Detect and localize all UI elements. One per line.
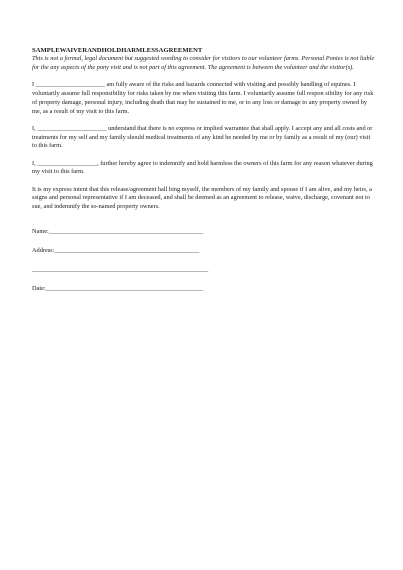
address-line-2-field[interactable]: ________________________________________________________ [32,266,209,274]
paragraph-risk-acknowledgement: I ______________________ am fully aware of the risks and hazards connected with visiting and possibly handling of equines. I voluntarily assume full responsibility for risks taken by me when visiting this farm. I voluntarily assume full respon sibility for any risk of property damage, personal injury, including death that may be sustained to me, or to any loss or damage to any property owned by me, as a result of my visit to this farm. [32,80,374,115]
paragraph-no-warranty: I, ______________________ understand that there is no express or implied warrantee that shall apply. I accept any and all costs and or treatments for my self and my family should medical treatments of any kind be needed by me or by family as a result of my (our) visit to this farm. [32,124,373,150]
document-content [32,46,375,294]
intro-note: This is not a formal, legal document but suggested wording to consider for visitors to our volunteer farms. Personal Ponies is not liable for the any aspects of the pony visit and is not part of this agreement. The agreement is between the volunteer and the visitor(s). [32,55,375,71]
address-field[interactable]: Address:______________________________________________ [32,247,200,255]
name-field[interactable]: Name:_________________________________________________ [32,228,204,236]
date-field[interactable]: Date:__________________________________________________ [32,285,204,293]
document-title: SAMPLEWAIVERANDHOLDHARMLESSAGREEMENT [32,47,203,54]
paragraph-indemnify: I, ___________________, further hereby agree to indemnify and hold harmless the owners of this farm for any reason whatever during my visit to this farm. [32,159,373,176]
paragraph-express-intent: It is my express intent that this release/agreement hall bing myself, the members of my family and spouse if I am alive, and my heirs, a ssigns and personal representative if I am deceased, and shall be deemed as an agreement to release, waive, discharge, covenant not to sue, and indemnify the so-named property owners. [32,185,372,211]
